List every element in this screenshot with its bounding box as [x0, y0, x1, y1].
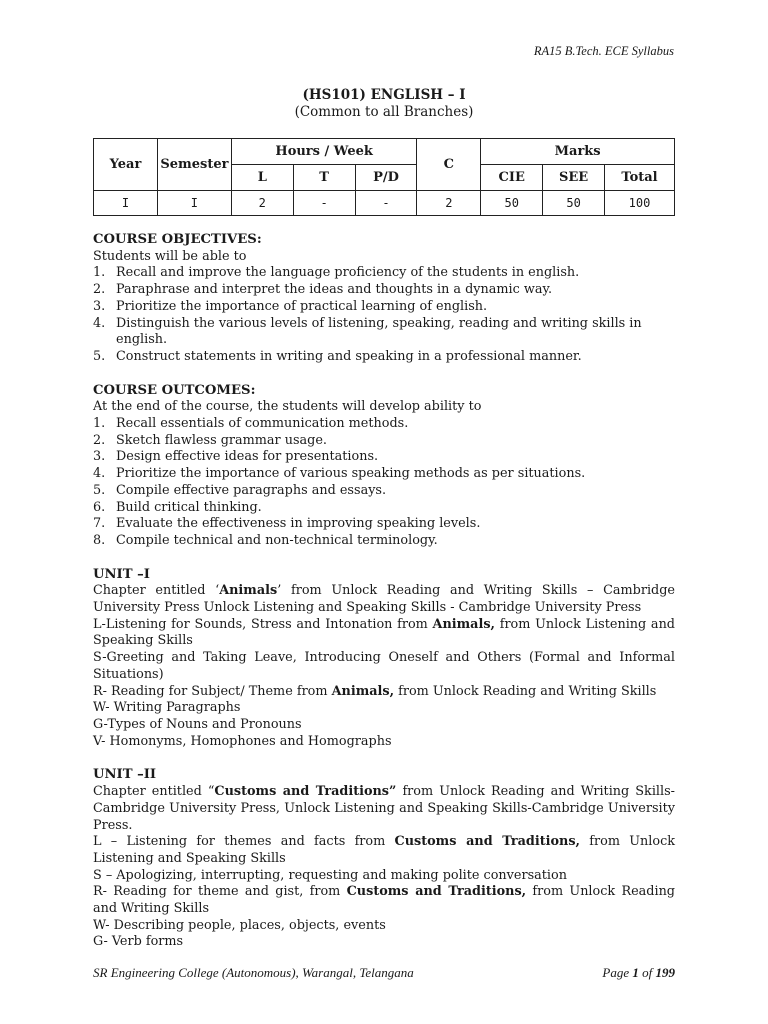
item-text: Sketch flawless grammar usage. — [116, 432, 327, 448]
paragraph: V- Homonyms, Homophones and Homographs — [93, 733, 392, 749]
paragraph: S-Greeting and Taking Leave, Introducing Oneself and Others (Formal and Informal Situations) — [93, 650, 675, 682]
item-number: 4. — [93, 466, 106, 482]
item-number: 1. — [93, 265, 106, 281]
cell-pd: - — [355, 191, 417, 216]
header-total: Total — [605, 165, 675, 191]
emphasis: Animals, — [432, 616, 495, 632]
paragraph — [93, 684, 675, 701]
item-text: Paraphrase and interpret the ideas and thoughts in a dynamic way. — [116, 282, 553, 298]
list-item — [93, 500, 675, 517]
paragraph — [93, 884, 675, 917]
list-item — [93, 416, 675, 433]
text-run: R- Reading for Subject/ Theme from — [93, 683, 332, 699]
course-title-block — [0, 87, 768, 121]
current-page: 1 — [632, 965, 639, 980]
text-run: L – Listening for themes and facts from — [93, 834, 395, 850]
section-heading: UNIT –I — [93, 566, 150, 582]
college-name: SR Engineering College (Autonomous), Warangal, Telangana — [93, 965, 414, 980]
unit-1-section — [93, 567, 675, 751]
header-t: T — [293, 165, 355, 191]
text-run: from Unlock Listening and Speaking Skills — [93, 616, 675, 649]
item-number: 7. — [93, 516, 106, 532]
total-pages: 199 — [655, 965, 675, 980]
section-heading: COURSE OUTCOMES: — [93, 382, 256, 398]
header-semester: Semester — [157, 139, 231, 191]
header-marks: Marks — [481, 139, 675, 165]
page-footer — [93, 965, 675, 981]
running-header: RA15 B.Tech. ECE Syllabus — [533, 44, 674, 58]
page-label: Page — [602, 965, 633, 980]
course-subtitle: (Common to all Branches) — [294, 104, 474, 120]
text-run: from Unlock Reading and Writing Skills-Cambridge University Press, Unlock Listening and Speaking Skills-Cambridge University Press. — [93, 784, 675, 833]
page-number — [602, 965, 675, 981]
item-text: Distinguish the various levels of listening, speaking, reading and writing skills in english. — [116, 315, 642, 348]
emphasis: Customs and Traditions, — [394, 834, 581, 850]
section-heading: UNIT –II — [93, 767, 157, 783]
item-number: 2. — [93, 432, 106, 448]
item-text: Build critical thinking. — [116, 499, 262, 515]
item-number: 6. — [93, 499, 106, 515]
item-number: 8. — [93, 532, 106, 548]
header-year: Year — [94, 139, 158, 191]
text-run: Chapter entitled ‘ — [93, 583, 220, 599]
cell-semester: I — [157, 191, 231, 216]
cell-year: I — [94, 191, 158, 216]
cell-see: 50 — [543, 191, 605, 216]
item-number: 4. — [93, 315, 106, 331]
text-run: from Unlock Reading and Writing Skills — [93, 884, 676, 917]
page-of: of — [638, 965, 656, 980]
emphasis: Customs and Traditions” — [214, 784, 397, 800]
outcomes-list — [93, 416, 675, 550]
text-run: from Unlock Listening and Speaking Skills — [93, 834, 676, 866]
section-heading: COURSE OBJECTIVES: — [93, 232, 262, 247]
list-item — [93, 299, 675, 316]
emphasis: Customs and Traditions, — [346, 884, 527, 900]
item-number: 3. — [93, 298, 106, 314]
emphasis: Animals — [219, 583, 278, 599]
list-item — [93, 449, 675, 466]
syllabus-body — [93, 232, 675, 951]
objectives-list — [93, 265, 675, 365]
cell-cie: 50 — [481, 191, 543, 216]
item-number: 1. — [93, 416, 106, 432]
list-item — [93, 533, 675, 550]
header-pd: P/D — [355, 165, 417, 191]
list-item — [93, 433, 675, 450]
item-text: Recall and improve the language proficiency of the students in english. — [116, 265, 580, 281]
item-text: Compile technical and non-technical terminology. — [116, 532, 438, 548]
header-l: L — [231, 165, 293, 191]
header-credits: C — [417, 139, 481, 191]
table-row — [94, 191, 675, 216]
paragraph — [93, 583, 675, 616]
item-text: Compile effective paragraphs and essays. — [116, 482, 387, 498]
item-text: Recall essentials of communication methods. — [116, 416, 409, 432]
item-number: 2. — [93, 282, 106, 298]
emphasis: Animals, — [331, 683, 395, 699]
paragraph: W- Describing people, places, objects, events — [93, 917, 386, 933]
header-hours-week: Hours / Week — [231, 139, 417, 165]
unit-2-section — [93, 767, 675, 951]
course-title: (HS101) ENGLISH – I — [302, 87, 466, 103]
header-cie: CIE — [481, 165, 543, 191]
section-intro: At the end of the course, the students will develop ability to — [93, 399, 482, 415]
header-see: SEE — [543, 165, 605, 191]
paragraph — [93, 784, 675, 834]
list-item — [93, 349, 675, 366]
list-item — [93, 483, 675, 500]
item-number: 5. — [93, 348, 106, 364]
course-objectives-section — [93, 232, 675, 366]
item-text: Design effective ideas for presentations. — [116, 449, 379, 465]
list-item — [93, 516, 675, 533]
paragraph: G-Types of Nouns and Pronouns — [93, 716, 302, 732]
item-number: 3. — [93, 449, 106, 465]
cell-t: - — [293, 191, 355, 216]
text-run: from Unlock Reading and Writing Skills — [394, 683, 657, 699]
course-outcomes-section — [93, 383, 675, 550]
cell-l: 2 — [231, 191, 293, 216]
item-text: Prioritize the importance of various speaking methods as per situations. — [116, 466, 586, 482]
paragraph: W- Writing Paragraphs — [93, 700, 241, 716]
credits-table — [93, 138, 675, 216]
item-number: 5. — [93, 482, 106, 498]
list-item — [93, 316, 675, 349]
text-run: Chapter entitled “ — [93, 784, 215, 800]
paragraph — [93, 834, 675, 867]
item-text: Construct statements in writing and speaking in a professional manner. — [116, 348, 582, 364]
item-text: Prioritize the importance of practical learning of english. — [116, 298, 488, 314]
section-intro: Students will be able to — [93, 248, 247, 264]
paragraph: G- Verb forms — [93, 934, 184, 950]
text-run: ’ from Unlock Reading and Writing Skills – Cambridge University Press Unlock Listening and Speaking Skills - Cambridge University Press — [93, 583, 675, 616]
list-item — [93, 466, 675, 483]
cell-credits: 2 — [417, 191, 481, 216]
list-item — [93, 282, 675, 299]
cell-total: 100 — [605, 191, 675, 216]
list-item — [93, 265, 675, 282]
text-run: L-Listening for Sounds, Stress and Intonation from — [93, 616, 433, 632]
paragraph — [93, 617, 675, 650]
text-run: R- Reading for theme and gist, from — [93, 884, 347, 900]
item-text: Evaluate the effectiveness in improving speaking levels. — [116, 516, 481, 532]
paragraph: S – Apologizing, interrupting, requesting and making polite conversation — [93, 867, 567, 883]
